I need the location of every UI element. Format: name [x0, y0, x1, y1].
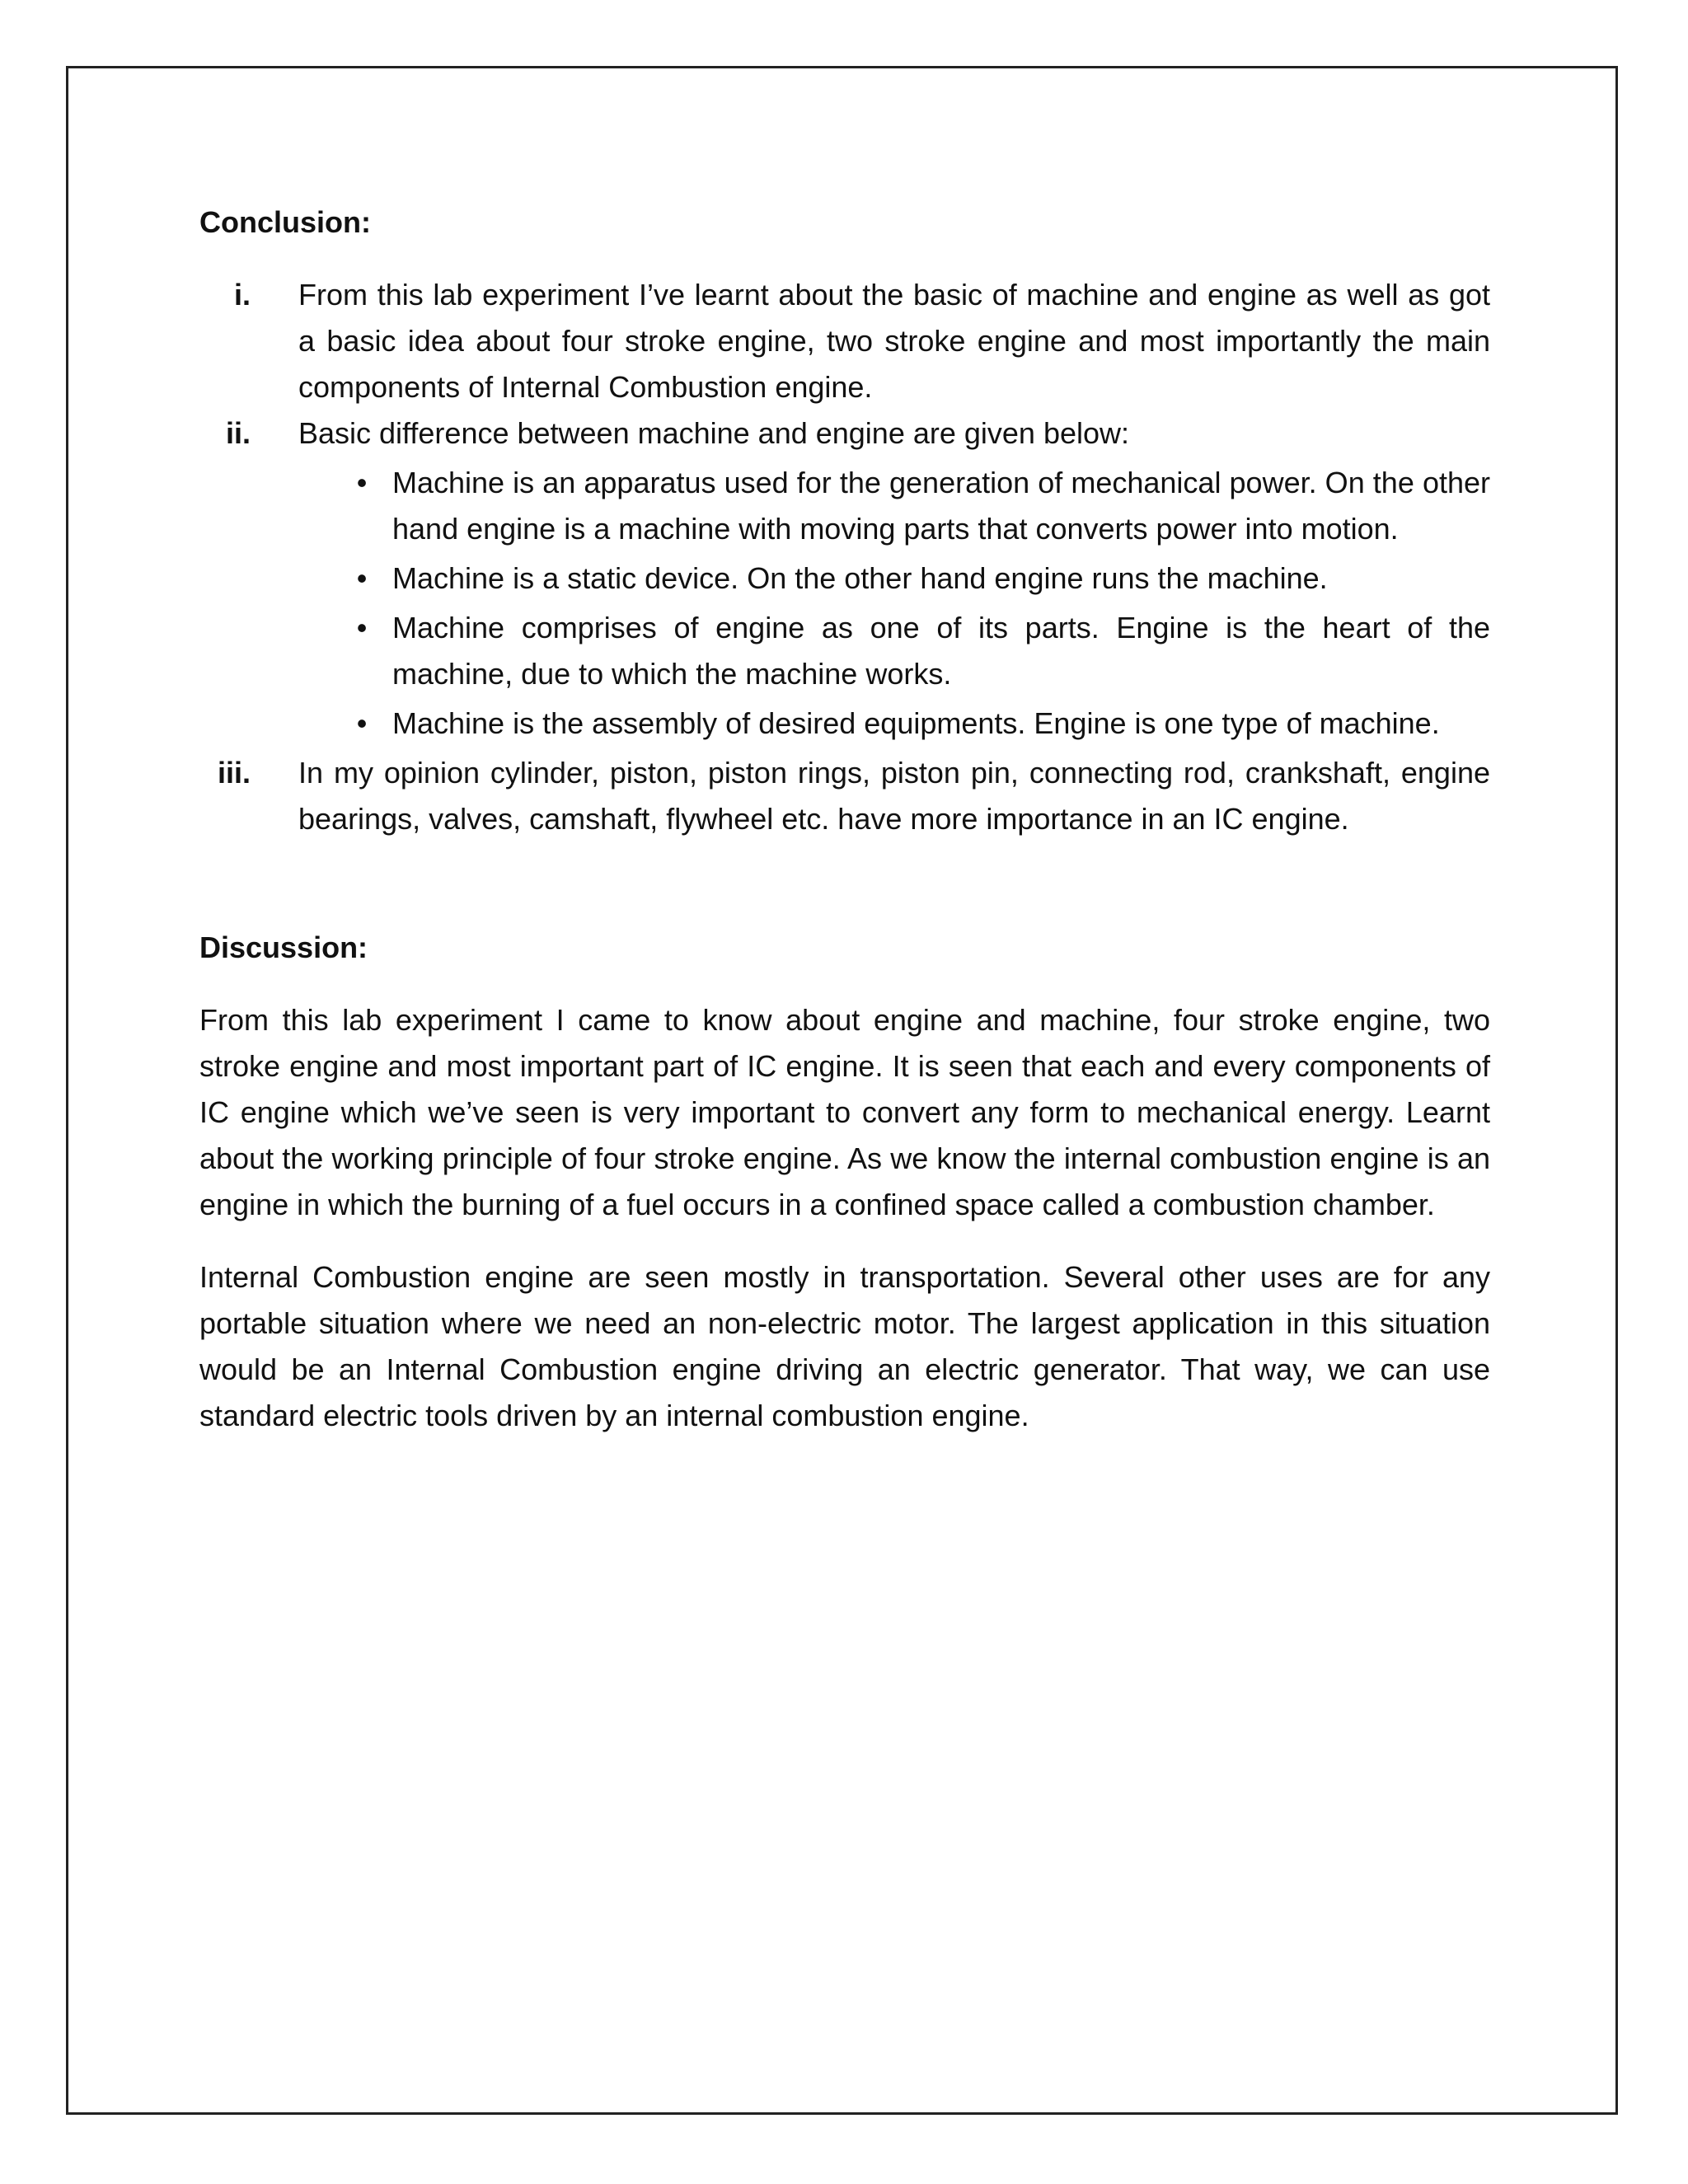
- document-body: [199, 199, 1490, 1465]
- conclusion-item-text: In my opinion cylinder, piston, piston rings, piston pin, connecting rod, crankshaft, engine bearings, valves, camshaft, flywheel etc. have more importance in an IC engine.: [298, 756, 1490, 836]
- bullet-icon: •: [356, 706, 368, 740]
- list-marker: ii.: [225, 416, 251, 450]
- difference-bullet-list: [298, 460, 1490, 747]
- conclusion-item-text: From this lab experiment I’ve learnt about the basic of machine and engine as well as got a basic idea about four stroke engine, two stroke engine and most importantly the main components of Internal Combustion engine.: [298, 278, 1490, 404]
- bullet-icon: •: [356, 466, 368, 499]
- bullet-item: [298, 460, 1490, 552]
- conclusion-item-ii: [199, 410, 1490, 747]
- bullet-item: [298, 555, 1490, 602]
- list-marker: iii.: [217, 756, 251, 790]
- conclusion-item-i: [199, 272, 1490, 410]
- bullet-item: [298, 701, 1490, 747]
- bullet-text: Machine is an apparatus used for the generation of mechanical power. On the other hand engine is a machine with moving parts that converts power into motion.: [392, 466, 1490, 546]
- conclusion-heading: Conclusion:: [199, 205, 371, 239]
- bullet-item: [298, 605, 1490, 697]
- bullet-text: Machine is the assembly of desired equipments. Engine is one type of machine.: [392, 706, 1440, 740]
- conclusion-item-text: Basic difference between machine and engine are given below:: [298, 416, 1129, 450]
- conclusion-list: [199, 272, 1490, 842]
- bullet-text: Machine is a static device. On the other hand engine runs the machine.: [392, 561, 1328, 595]
- conclusion-item-iii: [199, 750, 1490, 842]
- discussion-paragraph-1: From this lab experiment I came to know about engine and machine, four stroke engine, two stroke engine and most important part of IC engine. It is seen that each and every components of IC engine which we’ve seen is very important to convert any form to mechanical energy. Learnt about the working principle of four stroke engine. As we know the internal combustion engine is an engine in which the burning of a fuel occurs in a confined space called a combustion chamber.: [199, 1003, 1490, 1221]
- discussion-heading: Discussion:: [199, 930, 368, 964]
- bullet-text: Machine comprises of engine as one of its parts. Engine is the heart of the machine, due to which the machine works.: [392, 611, 1490, 691]
- list-marker: i.: [233, 278, 251, 312]
- bullet-icon: •: [356, 561, 368, 595]
- bullet-icon: •: [356, 611, 368, 644]
- discussion-paragraph-2: Internal Combustion engine are seen mostly in transportation. Several other uses are for any portable situation where we need an non-electric motor. The largest application in this situation would be an Internal Combustion engine driving an electric generator. That way, we can use standard electric tools driven by an internal combustion engine.: [199, 1260, 1490, 1432]
